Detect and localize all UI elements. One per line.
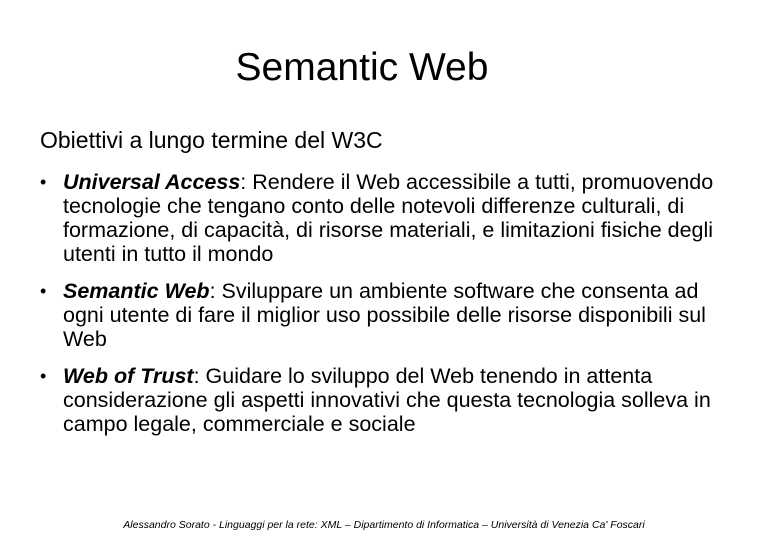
bullet-text: : Sviluppare un ambiente software che consenta ad ogni utente di fare il miglior uso possibile delle risorse disponibili sul Web (63, 279, 706, 351)
bullet-list (40, 170, 740, 449)
slide-footer: Alessandro Sorato - Linguaggi per la rete: XML – Dipartimento di Informatica – Università di Venezia Ca' Foscari (123, 519, 645, 531)
bullet-marker: • (40, 366, 47, 386)
bullet-text: : Rendere il Web accessibile a tutti, promuovendo tecnologie che tengano conto delle notevoli differenze culturali, di formazione, di capacità, di risorse materiali, e limitazioni fisiche degli utenti in tutto il mondo (63, 170, 714, 266)
bullet-term: Web of Trust (63, 364, 194, 388)
bullet-marker: • (40, 281, 47, 301)
bullet-web-of-trust (40, 364, 740, 436)
bullet-text: : Guidare lo sviluppo del Web tenendo in attenta considerazione gli aspetti innovativi che questa tecnologia solleva in campo legale, commerciale e sociale (63, 364, 711, 436)
bullet-term: Universal Access (63, 170, 241, 194)
slide-title: Semantic Web (235, 46, 489, 89)
bullet-semantic-web (40, 279, 740, 351)
bullet-universal-access (40, 170, 740, 266)
bullet-marker: • (40, 172, 47, 192)
bullet-term: Semantic Web (63, 279, 210, 303)
slide-subtitle: Obiettivi a lungo termine del W3C (40, 127, 383, 153)
